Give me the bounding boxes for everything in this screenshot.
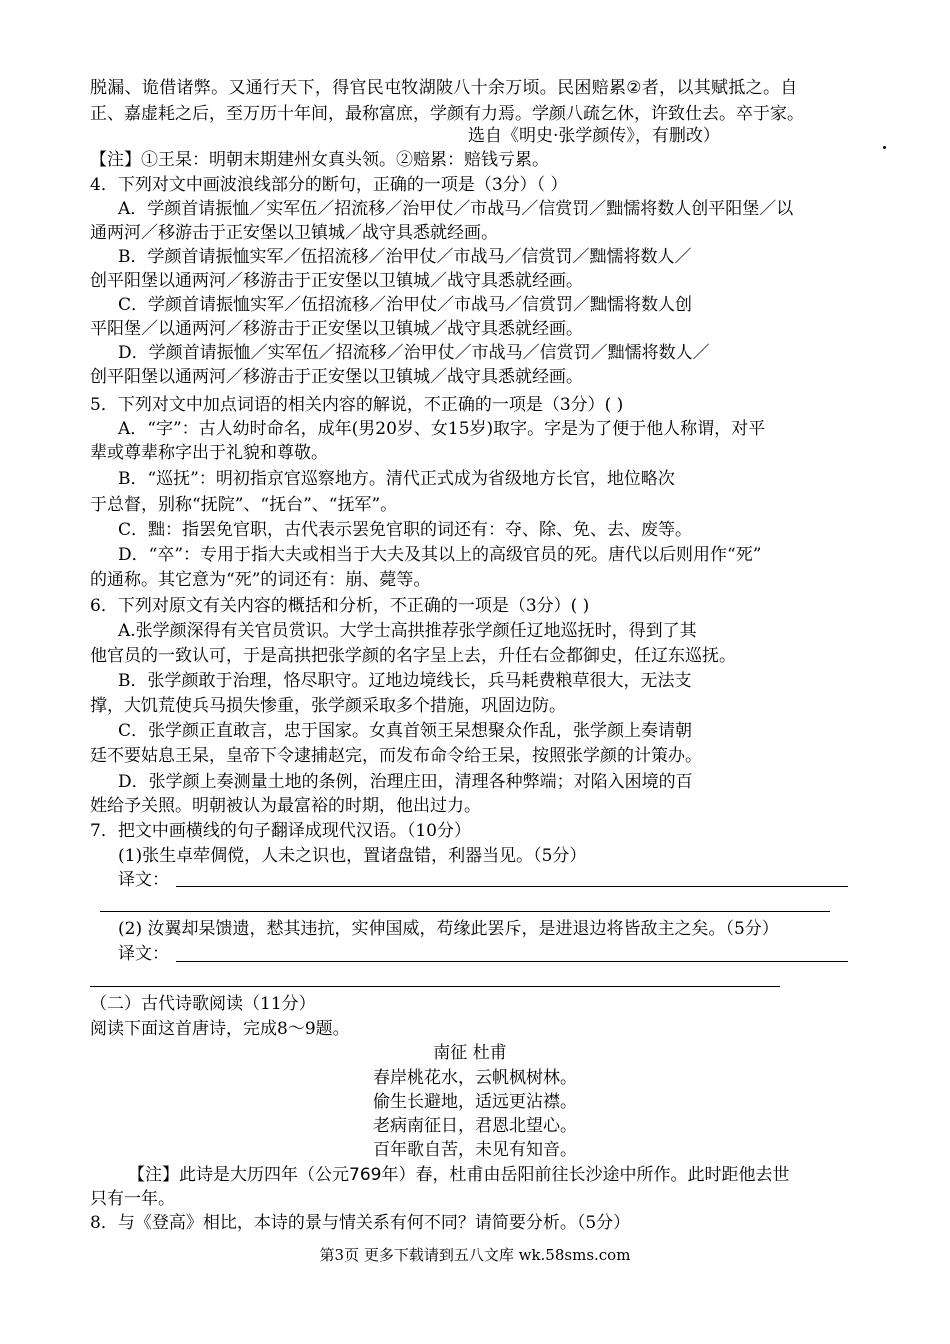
q4-option-c: C．学颜首请振恤实军／伍招流移／治甲仗／市战马／信赏罚／黜懦将数人创: [118, 295, 693, 315]
passage-source: 选自《明史·张学颜传》，有删改）: [468, 126, 720, 146]
q6-option-c: C．张学颜正直敢言，忠于国家。女真首领王杲想聚众作乱，张学颜上奏请朝: [118, 721, 693, 741]
q5-option-a-cont: 辈或尊辈称字出于礼貌和尊敬。: [90, 443, 328, 463]
q5-option-d-cont: 的通称。其它意为“死”的词还有：崩、薨等。: [90, 570, 431, 590]
question-7-stem: 7．把文中画横线的句子翻译成现代汉语。（10分）: [90, 821, 471, 841]
section-heading: （二）古代诗歌阅读（11分）: [90, 994, 316, 1014]
q5-option-c: C．黜：指罢免官职，古代表示罢免官职的词还有：夺、除、免、去、废等。: [118, 520, 693, 540]
q5-option-b: B．“巡抚”：明初指京官巡察地方。清代正式成为省级地方长官，地位略次: [118, 469, 675, 489]
poem-line: 老病南征日，君恩北望心。: [373, 1116, 577, 1136]
question-4-stem: 4．下列对文中画波浪线部分的断句，正确的一项是（3分）（ ）: [90, 175, 568, 195]
question-8-stem: 8．与《登高》相比，本诗的景与情关系有何不同？请简要分析。（5分）: [90, 1213, 631, 1233]
q5-option-d: D．“卒”：专用于指大夫或相当于大夫及其以上的高级官员的死。唐代以后则用作“死”: [118, 545, 762, 565]
page-footer: 第3页 更多下载请到五八文库 wk.58sms.com: [319, 1246, 631, 1264]
q4-option-a: A．学颜首请振恤／实军伍／招流移／治甲仗／市战马／信赏罚／黜懦将数人创平阳堡／以: [118, 199, 794, 219]
poem-note: 【注】此诗是大历四年（公元769年）春，杜甫由岳阳前往长沙途中所作。此时距他去世: [128, 1165, 790, 1185]
answer-line[interactable]: [100, 911, 830, 912]
q4-option-b-cont: 创平阳堡以通两河／移游击于正安堡以卫镇城／战守具悉就经画。: [90, 271, 583, 291]
q5-option-a: A．“字”：古人幼时命名，成年(男20岁、女15岁)取字。字是为了便于他人称谓，对平: [118, 419, 766, 439]
q5-option-b-cont: 于总督，别称“抚院”、“抚台”、“抚军”。: [90, 495, 398, 515]
answer-line[interactable]: [176, 961, 848, 962]
q6-option-d: D．张学颜上奏测量土地的条例，治理庄田，清理各种弊端；对陷入困境的百: [118, 772, 693, 792]
footnote: 【注】①王杲：明朝末期建州女真头领。②赔累：赔钱亏累。: [90, 150, 549, 170]
answer-label: 译文：: [118, 944, 169, 964]
poem-line: 偷生长避地，适远更沾襟。: [373, 1092, 577, 1112]
question-6-stem: 6．下列对原文有关内容的概括和分析，不正确的一项是（3分）( ): [90, 596, 590, 616]
q6-option-a: A.张学颜深得有关官员赏识。大学士高拱推荐张学颜任辽地巡抚时，得到了其: [118, 621, 697, 641]
q4-option-a-cont: 通两河／移游击于正安堡以卫镇城／战守具悉就经画。: [90, 223, 498, 243]
q6-option-b-cont: 撑，大饥荒使兵马损失惨重，张学颜采取多个措施，巩固边防。: [90, 696, 566, 716]
q6-option-a-cont: 他官员的一致认可，于是高拱把张学颜的名字呈上去，升任右佥都御史，任辽东巡抚。: [90, 646, 736, 666]
q4-option-d-cont: 创平阳堡以通两河／移游击于正安堡以卫镇城／战守具悉就经画。: [90, 367, 583, 387]
passage-line: 正、嘉虚耗之后，至万历十年间，最称富庶，学颜有力焉。学颜八疏乞休，许致仕去。卒于家。: [90, 104, 804, 124]
q6-option-b: B．张学颜敢于治理，恪尽职守。辽地边境线长，兵马耗费粮草很大，无法支: [118, 671, 692, 691]
q7-sentence-2: (2) 汝翼却杲馈遗，慭其违抗，实伸国威，苟缘此罢斥，是进退边将皆敌主之矣。（5分）: [118, 919, 779, 939]
passage-line: 脱漏、诡借诸弊。又通行天下，得官民屯牧湖陂八十余万顷。民困赔累②者，以其赋抵之。自: [90, 78, 798, 98]
poem-note-cont: 只有一年。: [90, 1189, 175, 1209]
emphasis-dot: [883, 146, 886, 149]
q7-sentence-1: (1)张生卓荦倜傥，人未之识也，置诸盘错，利器当见。（5分）: [118, 846, 587, 866]
q4-option-c-cont: 平阳堡／以通两河／移游击于正安堡以卫镇城／战守具悉就经画。: [90, 319, 583, 339]
poem-line: 百年歌自苦，未见有知音。: [373, 1140, 577, 1160]
q4-option-b: B．学颜首请振恤实军／伍招流移／治甲仗／市战马／信赏罚／黜懦将数人／: [118, 247, 692, 267]
q6-option-d-cont: 姓给予关照。明朝被认为最富裕的时期，他出过力。: [90, 796, 481, 816]
poem-title: 南征 杜甫: [433, 1043, 507, 1063]
q4-option-d: D．学颜首请振恤／实军伍／招流移／治甲仗／市战马／信赏罚／黜懦将数人／: [118, 343, 710, 363]
question-5-stem: 5．下列对文中加点词语的相关内容的解说，不正确的一项是（3分）( ): [90, 395, 624, 415]
answer-label: 译文：: [118, 870, 169, 890]
poem-line: 春岸桃花水，云帆枫树林。: [373, 1068, 577, 1088]
section-intro: 阅读下面这首唐诗，完成8～9题。: [90, 1019, 350, 1039]
q6-option-c-cont: 廷不要姑息王杲，皇帝下令逮捕赵完，而发布命令给王杲，按照张学颜的计策办。: [90, 746, 702, 766]
answer-line[interactable]: [176, 886, 848, 887]
answer-line[interactable]: [90, 986, 780, 987]
